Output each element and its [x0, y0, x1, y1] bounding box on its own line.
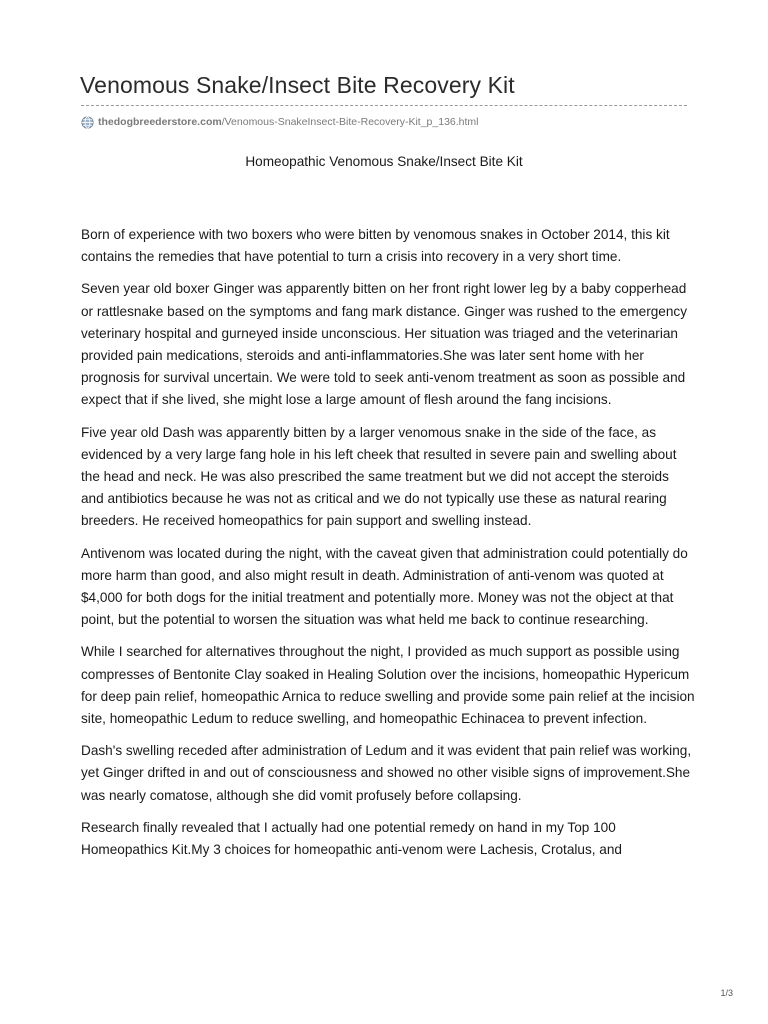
paragraph: Seven year old boxer Ginger was apparently bitten on her front right lower leg by a baby copperhead or rattlesnake based on the symptoms and fang mark distance. Ginger was rushed to the emergency veterinary hospital and gurneyed inside unconscious. Her situation was triaged and the veterinarian provided pain medications, steroids and anti-inflammatories.She was later sent home with her prognosis for survival uncertain. We were told to seek anti-venom treatment as soon as possible and expect that if she lived, she might lose a large amount of flesh around the fang incisions. — [81, 281, 687, 408]
paragraph: While I searched for alternatives throughout the night, I provided as much support as possible using compresses of Bentonite Clay soaked in Healing Solution over the incisions, homeopathic Hypericum for deep pain relief, homeopathic Arnica to reduce swelling and provide some pain relief at the incision site, homeopathic Ledum to reduce swelling, and homeopathic Echinacea to prevent infection. — [81, 644, 695, 727]
title-divider — [81, 105, 687, 106]
paragraph: Born of experience with two boxers who were bitten by venomous snakes in October 2014, this kit contains the remedies that have potential to turn a crisis into recovery in a very short time. — [81, 227, 670, 265]
paragraph: Antivenom was located during the night, with the caveat given that administration could potentially do more harm than good, and also might result in death. Administration of anti-venom was quoted at $4,000 for both dogs for the initial treatment and potentially more. Money was not the object at that point, but the potential to worsen the situation was what held me back to continue researching. — [81, 545, 688, 628]
paragraph: Dash's swelling receded after administration of Ledum and it was evident that pain relief was working, yet Ginger drifted in and out of consciousness and showed no other visible signs of improvement.She was nearly comatose, although she did vomit profusely before collapsing. — [81, 743, 692, 803]
page-title: Venomous Snake/Insect Bite Recovery Kit — [80, 72, 515, 98]
source-domain[interactable]: thedogbreederstore.com — [98, 116, 222, 128]
source-path[interactable]: /Venomous-SnakeInsect-Bite-Recovery-Kit_p_136.html — [221, 116, 479, 128]
document-subtitle: Homeopathic Venomous Snake/Insect Bite Kit — [245, 154, 523, 169]
paragraph: Research finally revealed that I actually had one potential remedy on hand in my Top 100 Homeopathics Kit.My 3 choices for homeopathic anti-venom were Lachesis, Crotalus, and — [81, 819, 622, 858]
document-body — [81, 224, 695, 871]
page-number: 1/3 — [720, 988, 733, 998]
source-url[interactable] — [81, 114, 479, 130]
paragraph: Five year old Dash was apparently bitten by a larger venomous snake in the side of the face, as evidenced by a very large fang hole in his left cheek that resulted in severe pain and swelling about the head and neck. He was also prescribed the same treatment but we did not accept the steroids and antibiotics because he was not as critical and we do not typically use these as natural rearing breeders. He received homeopathics for pain support and swelling instead. — [81, 424, 677, 529]
globe-icon — [81, 116, 94, 129]
